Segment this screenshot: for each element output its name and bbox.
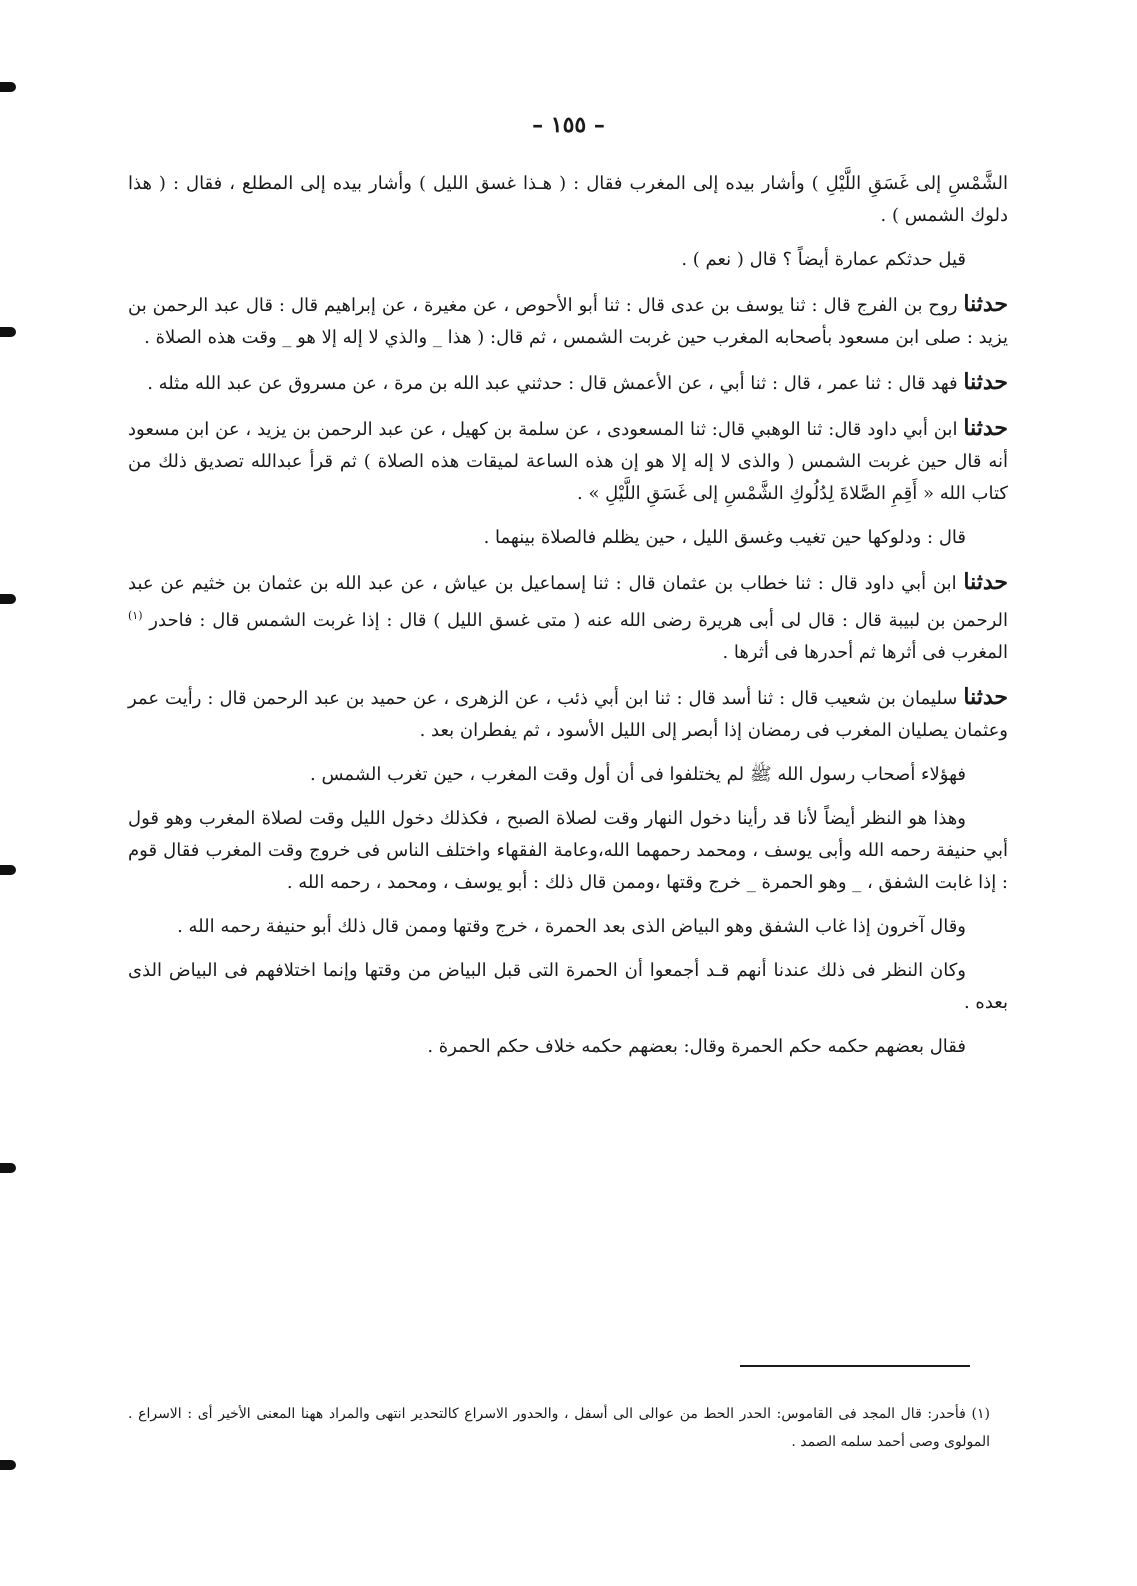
paragraph-text: فقال بعضهم حكمه حكم الحمرة وقال: بعضهم حكمه خلاف حكم الحمرة . [427, 1036, 966, 1057]
hadith-paragraph [128, 366, 1008, 400]
binding-mark [0, 327, 16, 337]
paragraph-text: الشَّمْسِ إلى غَسَقِ اللَّيْلِ ) وأشار بيده إلى المغرب فقال : ( هـذا غسق الليل ) وأشار بيده إلى المطلع ، فقال : ( هذا دلوك الشمس ) . [128, 173, 1008, 226]
paragraph [128, 522, 1008, 554]
hadith-paragraph [128, 412, 1008, 510]
binding-mark [0, 865, 16, 875]
hadith-paragraph [128, 288, 1008, 354]
paragraph-text: وقال آخرون إذا غاب الشفق وهو البياض الذى بعد الحمرة ، خرج وقتها وممن قال ذلك أبو حنيفة رحمه الله . [177, 916, 966, 937]
paragraph-text: قال : ودلوكها حين تغيب وغسق الليل ، حين يظلم فالصلاة بينهما . [483, 527, 966, 548]
paragraph-text: ابن أبي داود قال: ثنا الوهبي قال: ثنا المسعودى ، عن سلمة بن كهيل ، عن عبد الرحمن بن يزيد ، عن ابن مسعود أنه قال حين غربت الشمس ( والذى لا إله إلا هو إن هذه الساعة لميقات هذه الصلاة ) ثم قرأ عبدالله تصديق ذلك من كتاب الله « أَقِمِ الصَّلاةَ لِدُلُوكِ الشَّمْسِ إلى غَسَقِ اللَّيْلِ » . [128, 419, 1008, 504]
body-text [128, 168, 1008, 1075]
binding-mark [0, 594, 16, 604]
page-number: – ١٥٥ – [532, 112, 605, 138]
paragraph-text: فهد قال : ثنا عمر ، قال : ثنا أبي ، عن الأعمش قال : حدثني عبد الله بن مرة ، عن مسروق عن عبد الله مثله . [147, 373, 958, 394]
hadith-lead-word: حدثنا [963, 569, 1008, 595]
footnote: (١) فأحدر: قال المجد فى القاموس: الحدر الحط من عوالى الى أسفل ، والحدور الاسراع كالتحدير انتهى والمراد ههنا المعنى الأخير أى : الاسراع . المولوى وصى أحمد سلمه الصمد . [128, 1406, 990, 1450]
hadith-lead-word: حدثنا [963, 291, 1008, 317]
binding-mark [0, 82, 16, 92]
hadith-paragraph [128, 566, 1008, 669]
paragraph [128, 244, 1008, 276]
paragraph-text: قيل حدثكم عمارة أيضاً ؟ قال ( نعم ) . [681, 249, 966, 270]
hadith-lead-word: حدثنا [963, 415, 1008, 441]
hadith-paragraph [128, 681, 1008, 747]
binding-mark [0, 1460, 16, 1470]
paragraph-text: روح بن الفرج قال : ثنا يوسف بن عدى قال : ثنا أبو الأحوص ، عن مغيرة ، عن إبراهيم قال : قال عبد الرحمن بن يزيد : صلى ابن مسعود بأصحابه المغرب حين غربت الشمس ، ثم قال: ( هذا _ والذي لا إله إلا هو _ وقت هذه الصلاة . [128, 295, 1008, 348]
paragraph [128, 1031, 1008, 1063]
footnote-divider [740, 1365, 970, 1367]
binding-mark [0, 1163, 16, 1173]
paragraph [128, 759, 1008, 791]
paragraph [128, 955, 1008, 1019]
footnote-reference[interactable]: (١) [128, 609, 143, 622]
paragraph-text: وكان النظر فى ذلك عندنا أنهم قـد أجمعوا أن الحمرة التى قبل البياض من وقتها وإنما اختلافهم فى البياض الذى بعده . [128, 960, 1008, 1013]
paragraph-text: وهذا هو النظر أيضاً لأنا قد رأينا دخول النهار وقت لصلاة الصبح ، فكذلك دخول الليل وقت لصلاة المغرب وهو قول أبي حنيفة رحمه الله وأبى يوسف ، ومحمد رحمهما الله،وعامة الفقهاء واختلف الناس فى خروج وقت المغرب فقال قوم : إذا غابت الشفق ، _ وهو الحمرة _ خرج وقتها ،وممن قال ذلك : أبو يوسف ، ومحمد ، رحمه الله . [128, 808, 1008, 893]
paragraph-text: فهؤلاء أصحاب رسول الله ﷺ لم يختلفوا فى أن أول وقت المغرب ، حين تغرب الشمس . [310, 764, 966, 785]
paragraph-text: ابن أبي داود قال : ثنا خطاب بن عثمان قال : ثنا إسماعيل بن عياش ، عن عبد الله بن عثمان بن خثيم عن عبد الرحمن بن لبيبة قال : قال لى أبى هريرة رضى الله عنه ( متى غسق الليل ) قال : إذا غربت الشمس قال : فاحدر [128, 573, 1008, 631]
paragraph-text: سليمان بن شعيب قال : ثنا أسد قال : ثنا ابن أبي ذئب ، عن الزهرى ، عن حميد بن عبد الرحمن قال : رأيت عمر وعثمان يصليان المغرب فى رمضان إذا أبصر إلى الليل الأسود ، ثم يفطران بعد . [128, 688, 1008, 741]
hadith-lead-word: حدثنا [963, 369, 1008, 395]
hadith-lead-word: حدثنا [963, 684, 1008, 710]
paragraph-text-continued: المغرب فى أثرها ثم أحدرها فى أثرها . [722, 642, 1008, 663]
paragraph [128, 911, 1008, 943]
paragraph [128, 168, 1008, 232]
paragraph [128, 803, 1008, 899]
